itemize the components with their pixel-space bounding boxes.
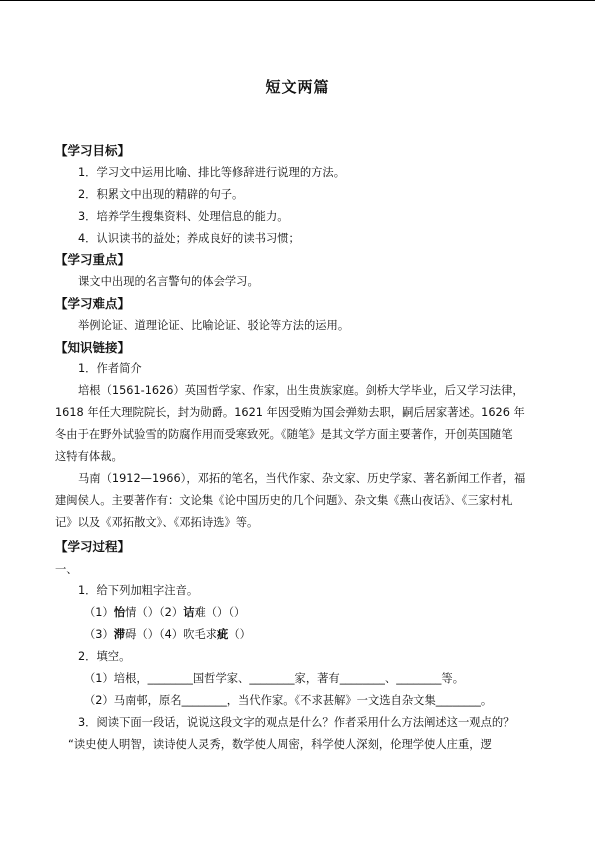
manan-line-2: 建闽侯人。主要著作有：文论集《论中国历史的几个问题》、杂文集《燕山夜话》、《三家村札 [55,494,513,507]
quote-line: “读史使人明智，读诗使人灵秀，数学使人周密，科学使人深刻，伦理学使人庄重，逻 [68,738,492,751]
item-rest: 碍（）（4）吹毛求 [125,628,218,641]
item-number: （1） [84,606,114,619]
question-3: 3．阅读下面一段话，说说这段文字的观点是什么？作者采用什么方法阐述这一观点的？ [78,716,515,729]
question-1-items-b [84,627,251,643]
bold-char: 诘 [183,606,195,619]
bacon-line-3: 冬由于在野外试验雪的防腐作用而受寒致死。《随笔》是其文学方面主要著作，开创英国随笔 [55,428,513,441]
author-intro-subheading: 1．作者简介 [78,362,142,375]
part-one-marker: 一、 [55,563,78,576]
goal-item-1: 1．学习文中运用比喻、排比等修辞进行说理的方法。 [78,166,346,179]
manan-line-3: 记》以及《邓拓散文》、《邓拓诗选》等。 [55,516,259,529]
bacon-line-1: 培根（1561-1626）英国哲学家、作家，出生贵族家庭。剑桥大学毕业，后又学习法律， [78,384,524,397]
goal-item-2: 2．积累文中出现的精辟的句子。 [78,188,244,201]
difficulty-heading: 【学习难点】 [55,296,131,311]
question-2-blank-1: （1）培根，________国哲学家、________家，著有________、________等。 [84,672,464,685]
bold-char: 怡 [113,606,126,619]
bold-char: 疵 [217,628,229,641]
difficulty-text: 举例论证、道理论证、比喻论证、驳论等方法的运用。 [78,319,350,332]
question-2: 2．填空。 [78,650,131,663]
bold-char: 滞 [113,628,126,641]
bacon-line-4: 这特有体裁。 [55,450,123,463]
page-title: 短文两篇 [265,78,330,96]
item-number: （3） [84,628,114,641]
item-rest: 难（）（） [194,606,246,619]
goal-item-4: 4．认识读书的益处；养成良好的读书习惯； [78,232,300,245]
bacon-line-2: 1618 年任大理院院长，封为勋爵。1621 年因受贿为国会弹劾去职，嗣后居家著述。1626 年 [55,406,525,419]
manan-line-1: 马南（1912—1966），邓拓的笔名，当代作家、杂文家、历史学家、著名新闻工作者，福 [78,472,526,485]
question-2-blank-2: （2）马南邨，原名________，当代作家。《不求甚解》一文选自杂文集________。 [84,694,493,707]
goal-item-3: 3．培养学生搜集资料、处理信息的能力。 [78,210,289,223]
key-heading: 【学习重点】 [55,252,131,267]
item-rest: 情（）（2） [125,606,184,619]
question-1-items-a [84,605,245,621]
item-rest: （） [228,628,251,641]
question-1: 1．给下列加粗字注音。 [78,584,199,597]
goals-heading: 【学习目标】 [55,143,131,158]
links-heading: 【知识链接】 [55,340,131,355]
key-text: 课文中出现的名言警句的体会学习。 [78,275,259,288]
process-heading: 【学习过程】 [55,539,131,554]
